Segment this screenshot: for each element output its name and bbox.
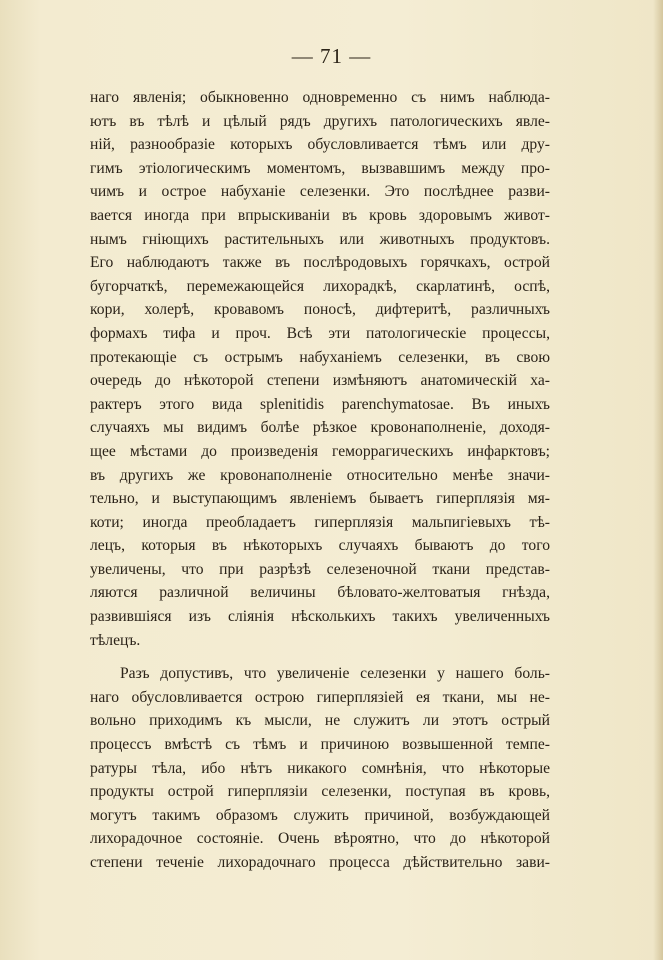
text-line: процессъ вмѣстѣ съ тѣмъ и причиною возвышенной темпе- [90,736,550,754]
text-line: наго явленія; обыкновенно одновременно съ нимъ наблюда- [90,89,550,106]
text-line: продукты острой гиперплязіи селезенки, поступая въ кровь, [90,783,550,801]
page-edge-shadow [653,0,663,960]
text-line: чимъ и острое набуханіе селезенки. Это послѣднее разви- [90,183,550,201]
text-line: вается иногда при впрыскиваніи въ кровь здоровымъ живот- [90,206,550,224]
text-line: случаяхъ мы видимъ болѣе рѣзкое кровонаполненіе, доходя- [90,419,550,437]
text-line: формахъ тифа и проч. Всѣ эти патологическіе процессы, [90,324,550,342]
text-line: ратуры тѣла, ибо нѣтъ никакого сомнѣнія, что нѣкоторые [90,759,550,777]
page-number: — 71 — [291,44,372,68]
body-text [90,86,550,875]
text-line: тѣлецъ. [90,631,141,649]
text-line: протекающіе съ острымъ набуханіемъ селезенки, въ свою [90,348,550,366]
text-line: лецъ, которыя въ нѣкоторыхъ случаяхъ бываютъ до того [90,537,550,555]
text-line: увеличены, что при разрѣзѣ селезеночной ткани представ- [90,560,550,578]
text-line: бугорчаткѣ, перемежающейся лихорадкѣ, скарлатинѣ, оспѣ, [90,277,550,295]
text-line: Его наблюдаютъ также въ послѣродовыхъ горячкахъ, острой [90,254,550,272]
text-line: коти; иногда преобладаетъ гиперплязія мальпигіевыхъ тѣ- [90,513,550,531]
text-line: развившіяся изъ слiянія нѣсколькихъ такихъ увеличенныхъ [90,608,550,626]
text-line: рактеръ этого вида splenitidis parenchymatosae. Въ иныхъ [90,395,550,413]
text-line: очередь до нѣкоторой степени измѣняютъ анатомическій ха- [90,372,550,390]
text-line: лихорадочное состояніе. Очень вѣроятно, что до нѣкоторой [90,830,550,848]
text-line: гимъ этіологическимъ моментомъ, вызвавшимъ между про- [90,159,550,177]
text-line: кори, холерѣ, кровавомъ поносѣ, дифтеритѣ, различныхъ [90,301,550,319]
text-line: могутъ такимъ образомъ служить причиной, возбуждающей [90,806,550,824]
text-line: ній, разнообразіе которыхъ обусловливается тѣмъ или дру- [90,136,550,154]
text-line: въ другихъ же кровонаполненіе относительно менѣе значи- [90,466,550,484]
text-line: наго обусловливается острою гиперплязіей ея ткани, мы не- [90,688,550,706]
text-line: Разъ допустивъ, что увеличеніе селезенки у нашего боль- [120,665,550,683]
text-line: нымъ гніющихъ растительныхъ или животныхъ продуктовъ. [90,230,550,248]
text-line: вольно приходимъ къ мысли, не служитъ ли этотъ острый [90,712,550,730]
text-line: тельно, и выступающимъ явленіемъ бываетъ гиперплязія мя- [90,490,550,508]
text-line: степени теченіе лихорадочнаго процесса дѣйствительно зави- [90,854,550,871]
text-line: ляются различной величины бѣловато-желтоватыя гнѣзда, [90,584,550,602]
text-line: ютъ въ тѣлѣ и цѣлый рядъ другихъ патологическихъ явле- [90,112,550,130]
text-line: щее мѣстами до произведенія геморрагическихъ инфарктовъ; [90,442,550,460]
paragraph-1 [90,86,550,652]
paragraph-gap [90,652,550,662]
paragraph-2 [90,662,550,874]
